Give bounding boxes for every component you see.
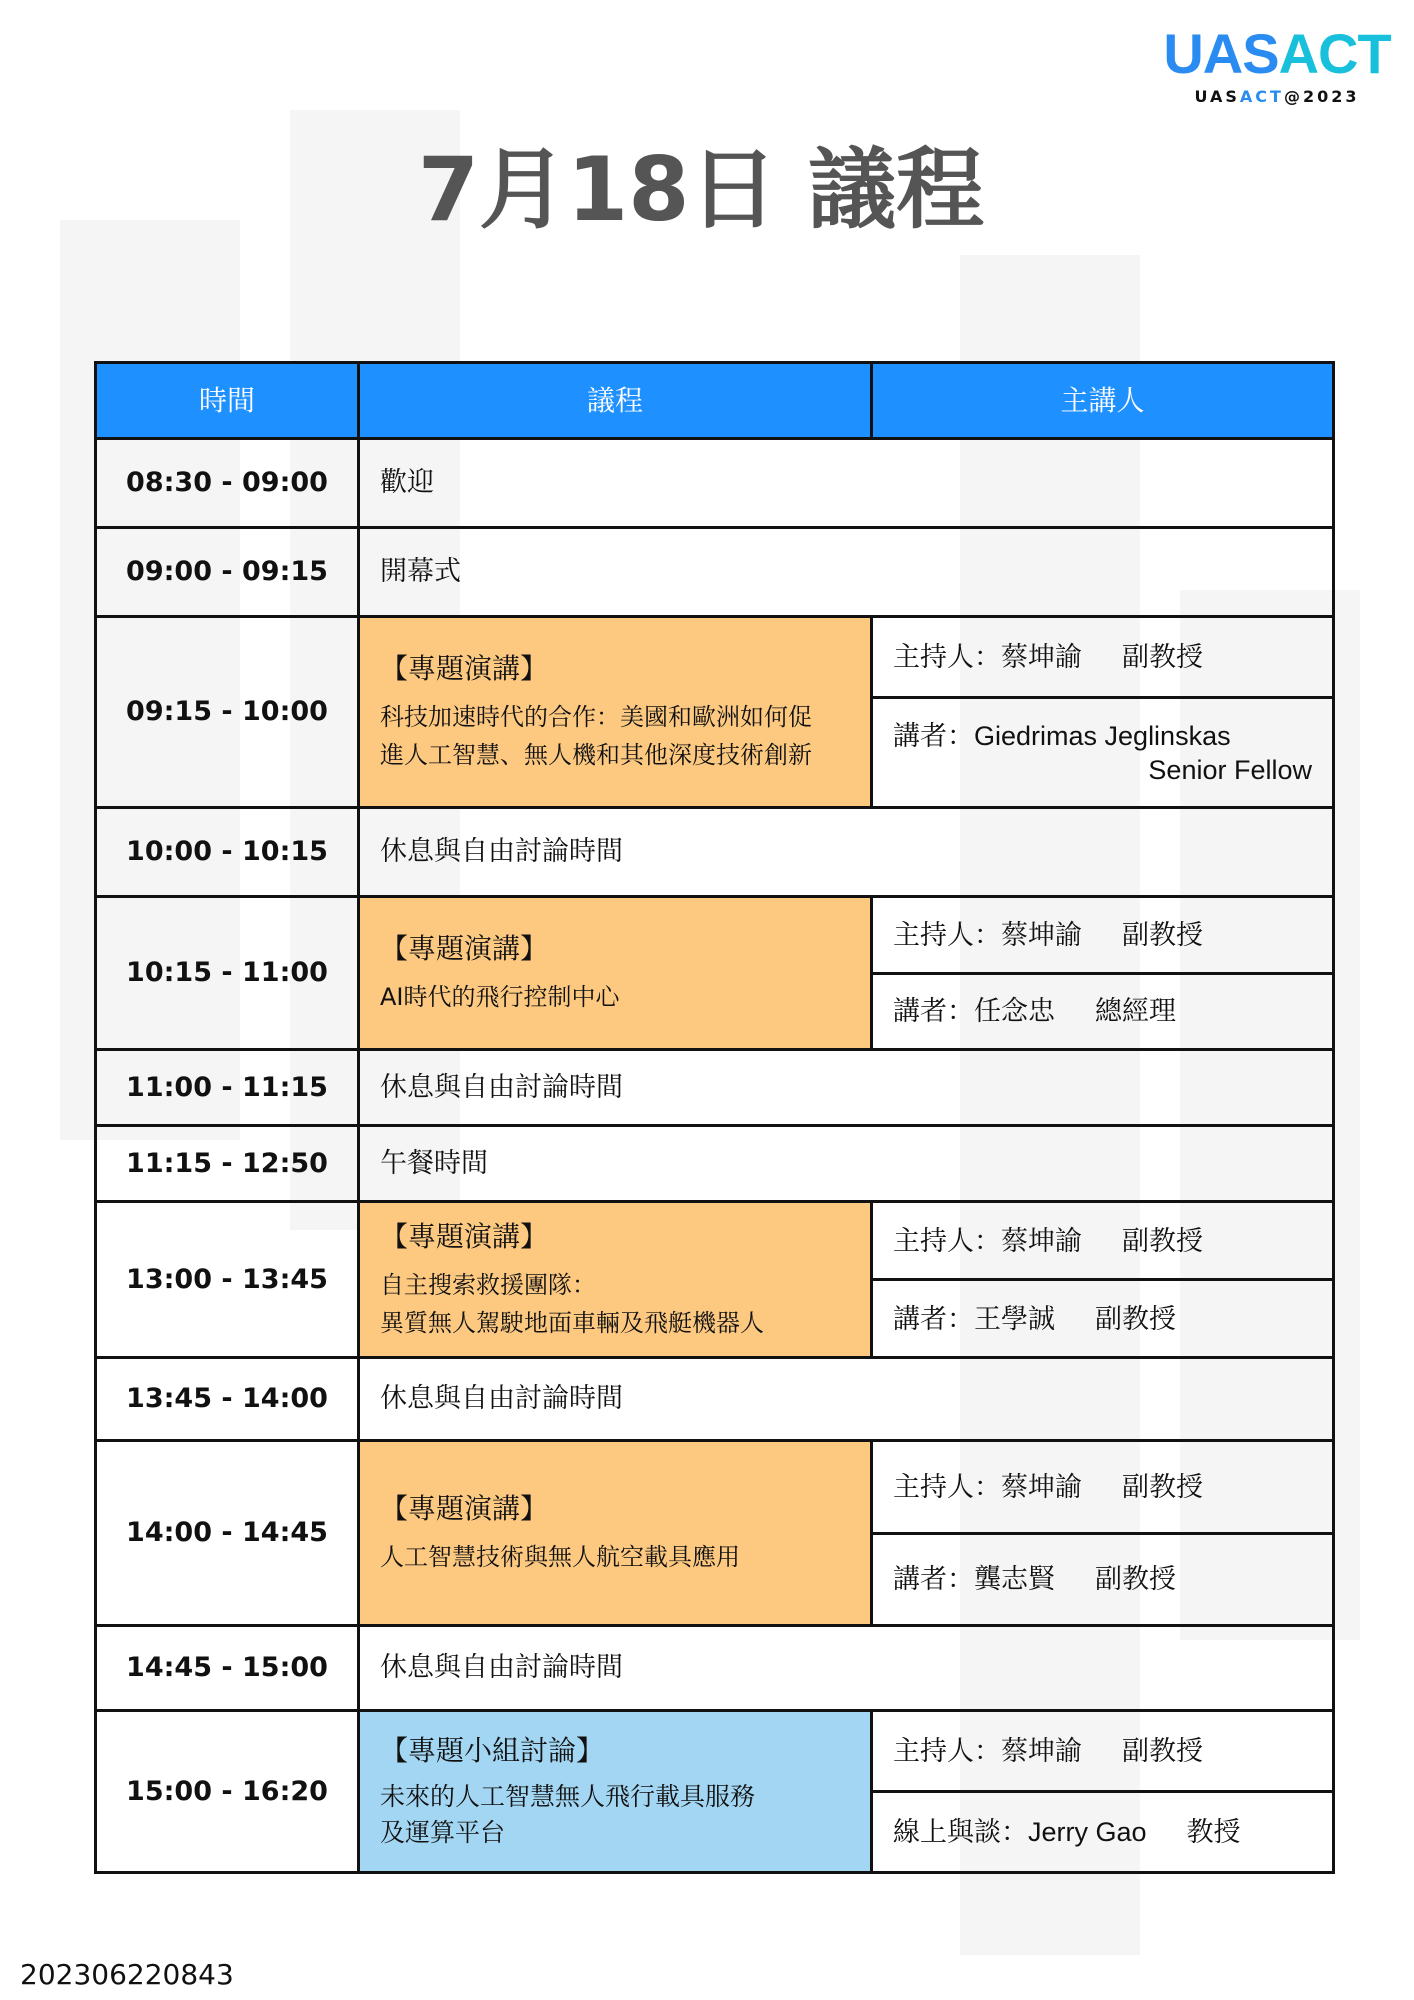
table-row <box>96 1202 1334 1358</box>
session-topic-cont: 進人工智慧、無人機和其他深度技術創新 <box>380 741 812 769</box>
host-label: 主持人： <box>893 1471 1001 1502</box>
host-title: 副教授 <box>1122 642 1203 672</box>
speaker-cell <box>872 1441 1334 1626</box>
time-cell: 11:00 - 11:15 <box>96 1050 359 1126</box>
host-label: 主持人： <box>893 1225 1001 1256</box>
table-row <box>96 1711 1334 1873</box>
host-title: 副教授 <box>1122 1225 1203 1256</box>
speaker-title: 教授 <box>1186 1817 1241 1847</box>
table-row <box>96 1626 1334 1711</box>
page-title: 7月18日 議程 <box>417 138 985 241</box>
time-cell: 14:00 - 14:45 <box>96 1441 359 1626</box>
header-speaker: 主講人 <box>872 363 1334 439</box>
speaker-title: 總經理 <box>1095 996 1176 1027</box>
session-cell <box>359 1441 872 1626</box>
table-row <box>96 617 1334 808</box>
speaker-cell <box>872 1711 1334 1873</box>
session-topic-cont: 及運算平台 <box>380 1817 506 1847</box>
agenda-cell: 休息與自由討論時間 <box>359 808 1334 897</box>
speaker-name: 任念忠 <box>974 996 1055 1027</box>
time-cell: 15:00 - 16:20 <box>96 1711 359 1873</box>
table-row <box>96 439 1334 528</box>
session-cell <box>359 897 872 1050</box>
host-name: 蔡坤諭 <box>1001 642 1082 672</box>
speaker-cell <box>872 897 1334 1050</box>
time-cell: 13:00 - 13:45 <box>96 1202 359 1358</box>
session-tag: 【專題演講】 <box>380 932 549 965</box>
time-cell: 13:45 - 14:00 <box>96 1358 359 1441</box>
agenda-cell: 歡迎 <box>359 439 1334 528</box>
speaker-title: 副教授 <box>1095 1564 1176 1595</box>
agenda-cell: 休息與自由討論時間 <box>359 1050 1334 1126</box>
session-topic: 未來的人工智慧無人飛行載具服務 <box>380 1781 756 1811</box>
time-cell: 10:15 - 11:00 <box>96 897 359 1050</box>
table-row <box>96 897 1334 1050</box>
speaker-name: 王學誠 <box>974 1303 1055 1334</box>
table-row <box>96 1050 1334 1126</box>
speaker-label: 講者： <box>893 720 974 751</box>
session-topic: AI時代的飛行控制中心 <box>380 983 620 1011</box>
table-row <box>96 808 1334 897</box>
host-name: 蔡坤諭 <box>1001 1225 1082 1256</box>
speaker-cell <box>872 1202 1334 1358</box>
time-cell: 11:15 - 12:50 <box>96 1126 359 1202</box>
uasact-logo: UASACT UASACT@2023 <box>1163 22 1391 106</box>
session-topic: 自主搜索救援團隊： <box>380 1270 596 1299</box>
speaker-name: Giedrimas Jeglinskas <box>974 720 1231 751</box>
table-row <box>96 1126 1334 1202</box>
host-title: 副教授 <box>1122 1471 1203 1502</box>
header-agenda: 議程 <box>359 363 872 439</box>
speaker-title: Senior Fellow <box>1148 754 1312 785</box>
table-row <box>96 528 1334 617</box>
time-cell: 08:30 - 09:00 <box>96 439 359 528</box>
session-cell <box>359 1711 872 1873</box>
agenda-cell: 開幕式 <box>359 528 1334 617</box>
table-row <box>96 1358 1334 1441</box>
time-cell: 14:45 - 15:00 <box>96 1626 359 1711</box>
speaker-name: 龔志賢 <box>974 1564 1055 1595</box>
host-label: 主持人： <box>893 919 1001 950</box>
time-cell: 09:00 - 09:15 <box>96 528 359 617</box>
timestamp: 202306220843 <box>20 1958 234 1991</box>
session-tag: 【專題小組討論】 <box>380 1733 605 1767</box>
host-label: 主持人： <box>893 642 1001 672</box>
host-label: 主持人： <box>893 1736 1001 1766</box>
host-title: 副教授 <box>1122 919 1203 950</box>
agenda-cell: 休息與自由討論時間 <box>359 1358 1334 1441</box>
speaker-cell <box>872 617 1334 808</box>
agenda-cell: 休息與自由討論時間 <box>359 1626 1334 1711</box>
session-topic: 人工智慧技術與無人航空載具應用 <box>380 1543 740 1571</box>
session-cell <box>359 617 872 808</box>
speaker-label: 講者： <box>893 1303 974 1334</box>
speaker-label: 線上與談： <box>893 1817 1028 1847</box>
agenda-table <box>94 361 1335 1874</box>
agenda-cell: 午餐時間 <box>359 1126 1334 1202</box>
table-row <box>96 1441 1334 1626</box>
session-tag: 【專題演講】 <box>380 1219 549 1253</box>
host-name: 蔡坤諭 <box>1001 1471 1082 1502</box>
host-name: 蔡坤諭 <box>1001 919 1082 950</box>
session-topic-cont: 異質無人駕駛地面車輛及飛艇機器人 <box>380 1308 764 1337</box>
speaker-label: 講者： <box>893 996 974 1027</box>
speaker-label: 講者： <box>893 1564 974 1595</box>
session-tag: 【專題演講】 <box>380 1492 549 1525</box>
speaker-title: 副教授 <box>1095 1303 1176 1334</box>
time-cell: 09:15 - 10:00 <box>96 617 359 808</box>
host-name: 蔡坤諭 <box>1001 1736 1082 1766</box>
session-cell <box>359 1202 872 1358</box>
speaker-name: Jerry Gao <box>1028 1817 1147 1847</box>
host-title: 副教授 <box>1122 1736 1203 1766</box>
time-cell: 10:00 - 10:15 <box>96 808 359 897</box>
session-topic: 科技加速時代的合作：美國和歐洲如何促 <box>380 703 812 731</box>
session-tag: 【專題演講】 <box>380 652 549 685</box>
header-time: 時間 <box>96 363 359 439</box>
